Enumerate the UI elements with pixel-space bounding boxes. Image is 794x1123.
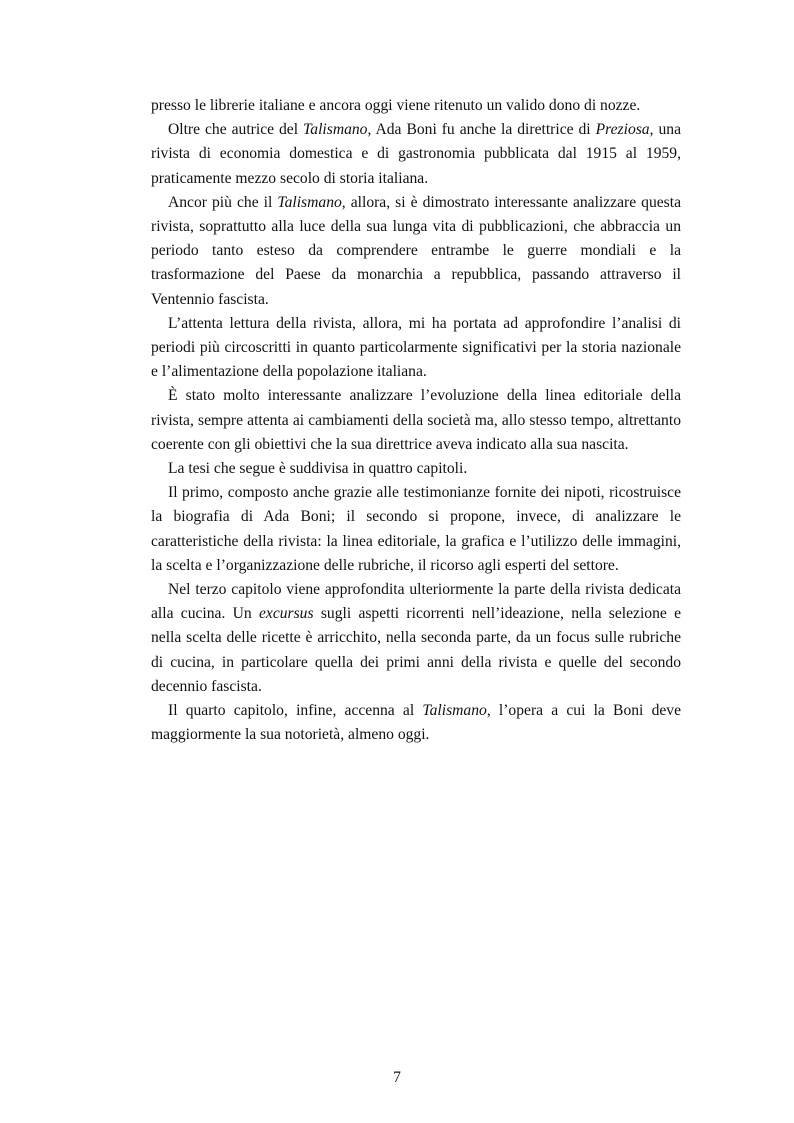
text-segment: Ancor più che il bbox=[168, 193, 278, 211]
paragraph-primo-capitolo bbox=[151, 481, 681, 578]
text-segment: Il quarto capitolo, infine, accenna al bbox=[168, 702, 423, 720]
italic-term: excursus bbox=[258, 605, 314, 623]
text-segment: È stato molto interessante analizzare l’evoluzione della linea editoriale della rivista, sempre attenta ai cambiamenti della società ma, allo stesso tempo, altrettanto coerente con gli obiettivi che la sua direttrice aveva indicato alla sua nascita. bbox=[151, 387, 681, 453]
text-segment: Oltre che autrice del bbox=[168, 121, 304, 139]
text-segment: Nel terzo capitolo viene approfondita ulteriormente la parte della rivista dedicata alla cucina. Un bbox=[151, 581, 681, 623]
text-segment: sugli aspetti ricorrenti nell’ideazione, nella selezione e nella scelta delle ricette è arricchito, nella seconda parte, da un focus sulle rubriche di cucina, in particolare quella dei primi anni della rivista e quelle del secondo decennio fascista. bbox=[151, 605, 681, 695]
italic-title: Preziosa bbox=[595, 121, 650, 139]
italic-title: Talismano bbox=[422, 702, 487, 720]
text-segment: , allora, si è dimostrato interessante analizzare questa rivista, soprattutto alla luce della sua lunga vita di pubblicazioni, che abbraccia un periodo tanto esteso da comprendere entrambe le guerre mondiali e la trasformazione del Paese da monarchia a repubblica, passando attraverso il Ventennio fascista. bbox=[151, 193, 682, 308]
italic-title: Talismano bbox=[277, 193, 342, 211]
body-text bbox=[151, 94, 681, 747]
paragraph-terzo-capitolo bbox=[151, 578, 681, 699]
paragraph-quarto-capitolo bbox=[151, 699, 681, 747]
text-segment: La tesi che segue è suddivisa in quattro capitoli. bbox=[168, 460, 468, 478]
paragraph-preziosa-intro bbox=[151, 118, 681, 191]
paragraph-continuation bbox=[151, 94, 681, 118]
text-segment: , Ada Boni fu anche la direttrice di bbox=[367, 121, 596, 139]
paragraph-tesi-capitoli bbox=[151, 457, 681, 481]
paragraph-linea-editoriale bbox=[151, 384, 681, 457]
page-number: 7 bbox=[393, 1069, 401, 1086]
italic-title: Talismano bbox=[303, 121, 368, 139]
text-segment: , l’opera a cui la Boni deve maggiormente la sua notorietà, almeno oggi. bbox=[151, 702, 682, 744]
text-segment: presso le librerie italiane e ancora oggi viene ritenuto un valido dono di nozze. bbox=[151, 97, 641, 114]
text-segment: , una rivista di economia domestica e di gastronomia pubblicata dal 1915 al 1959, praticamente mezzo secolo di storia italiana. bbox=[151, 121, 681, 187]
paragraph-attenta-lettura bbox=[151, 312, 681, 385]
text-segment: Il primo, composto anche grazie alle testimonianze fornite dei nipoti, ricostruisce la biografia di Ada Boni; il secondo si propone, invece, di analizzare le caratteristiche della rivista: la linea editoriale, la grafica e l’utilizzo delle immagini, la scelta e l’organizzazione delle rubriche, il ricorso agli esperti del settore. bbox=[151, 484, 681, 574]
paragraph-rivista-analysis bbox=[151, 191, 681, 312]
text-segment: L’attenta lettura della rivista, allora, mi ha portata ad approfondire l’analisi di periodi più circoscritti in quanto particolarmente significativi per la storia nazionale e l’alimentazione della popolazione italiana. bbox=[151, 314, 681, 381]
